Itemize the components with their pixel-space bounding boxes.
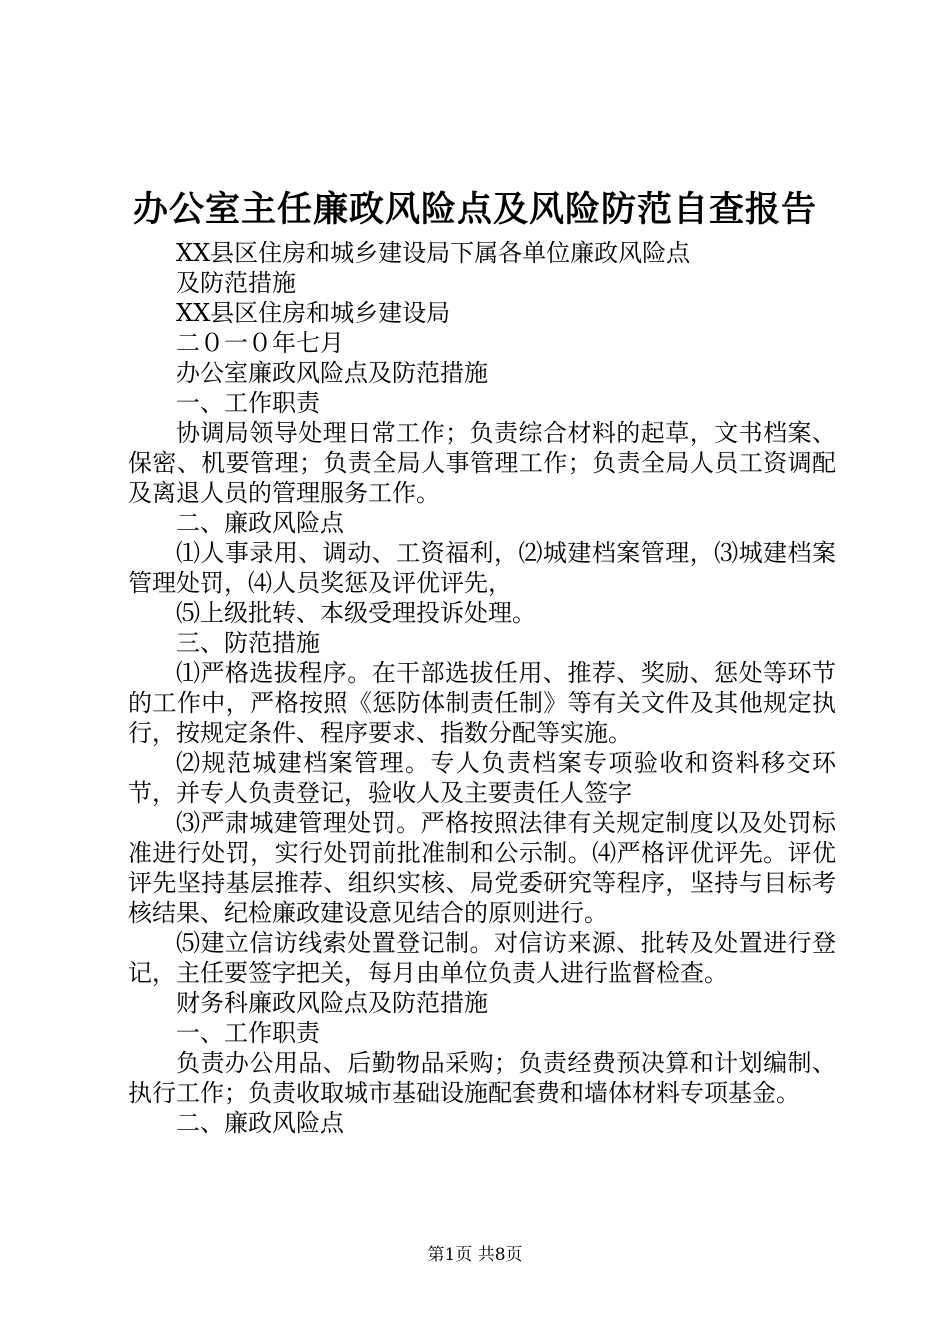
subheading-finance-risk-points: 二、廉政风险点 <box>176 1109 344 1137</box>
paragraph-date: 二０一０年七月 <box>176 329 344 357</box>
paragraph-measure-3-4: ⑶严肃城建管理处罚。严格按照法律有关规定制度以及处罚标准进行处罚，实行处罚前批准制和公示制。⑷严格评优评先。评优评先坚持基层推荐、组织实核、局党委研究等程序，坚持与目标考核结果、纪检廉政建设意见结合的原则进行。 <box>128 809 836 927</box>
subheading-duties: 一、工作职责 <box>176 389 320 417</box>
section-heading-finance: 财务科廉政风险点及防范措施 <box>176 989 488 1017</box>
document-body <box>128 238 836 1138</box>
section-heading-office: 办公室廉政风险点及防范措施 <box>176 359 488 387</box>
paragraph-subtitle-line-1: XX县区住房和城乡建设局下属各单位廉政风险点 <box>176 239 691 267</box>
paragraph-risk-points: ⑴人事录用、调动、工资福利，⑵城建档案管理，⑶城建档案管理处罚，⑷人员奖惩及评优评先， <box>128 539 836 597</box>
document-title: 办公室主任廉政风险点及风险防范自查报告 <box>132 189 817 230</box>
paragraph-measure-2: ⑵规范城建档案管理。专人负责档案专项验收和资料移交环节，并专人负责登记，验收人及主要责任人签字 <box>128 749 836 807</box>
paragraph-measure-1: ⑴严格选拔程序。在干部选拔任用、推荐、奖励、惩处等环节的工作中，严格按照《惩防体制责任制》等有关文件及其他规定执行，按规定条件、程序要求、指数分配等实施。 <box>128 659 836 747</box>
subheading-measures: 三、防范措施 <box>176 629 320 657</box>
paragraph-finance-duties: 负责办公用品、后勤物品采购；负责经费预决算和计划编制、执行工作；负责收取城市基础设施配套费和墙体材料专项基金。 <box>128 1049 836 1107</box>
paragraph-subtitle-line-2: 及防范措施 <box>176 269 296 297</box>
subheading-risk-points: 二、廉政风险点 <box>176 509 344 537</box>
subheading-finance-duties: 一、工作职责 <box>176 1019 320 1047</box>
page-footer: 第1页 共8页 <box>427 1245 523 1265</box>
paragraph-risk-point-5: ⑸上级批转、本级受理投诉处理。 <box>176 599 536 627</box>
paragraph-issuer: XX县区住房和城乡建设局 <box>176 299 451 327</box>
paragraph-measure-5: ⑸建立信访线索处置登记制。对信访来源、批转及处置进行登记，主任要签字把关，每月由单位负责人进行监督检查。 <box>128 929 836 987</box>
paragraph-duties: 协调局领导处理日常工作；负责综合材料的起草，文书档案、保密、机要管理；负责全局人事管理工作；负责全局人员工资调配及离退人员的管理服务工作。 <box>128 419 836 507</box>
